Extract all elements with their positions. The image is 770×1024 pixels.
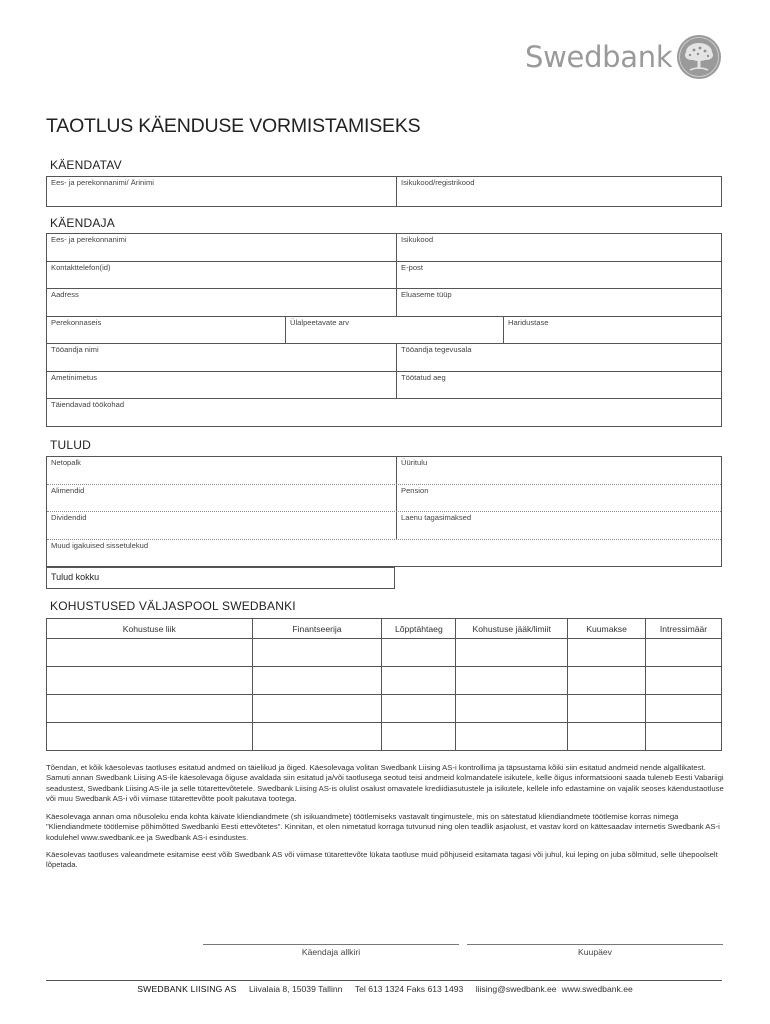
column-header: Kohustuse jääk/limiit [456, 619, 568, 639]
table-cell[interactable] [646, 639, 722, 667]
kaendaja-grid [46, 233, 722, 427]
form-row [47, 485, 721, 513]
field-label: Alimendid [51, 485, 85, 495]
loan-repayments-field[interactable] [396, 512, 721, 539]
table-cell[interactable] [456, 695, 568, 723]
housing-type-field[interactable] [396, 289, 721, 316]
field-label: Isikukood [401, 235, 434, 244]
marital-status-field[interactable] [47, 317, 285, 344]
field-label: Tööandja nimi [51, 345, 99, 354]
employer-field-of-activity[interactable] [396, 344, 721, 371]
email-field[interactable] [396, 262, 721, 289]
date-label: Kuupäev [578, 947, 612, 957]
section-heading-kaendaja: KÄENDAJA [50, 216, 115, 230]
oak-tree-emblem-icon [676, 34, 722, 80]
table-cell[interactable] [252, 639, 382, 667]
consent-paragraph: Tõendan, et kõik käesolevas taotluses esitatud andmed on täielikud ja õiged. Käesolevaga volitan Swedbank Liising AS-i kontrollima ja täpsustama kõiki siin esitatud andmeid nende algallikatest. Samuti annan Swedbank Liising AS-ile käesolevaga õiguse avaldada siin esitatud ja/või taotlusega seotud teisi andmeid kolmandatele isikutele, kelle õigus informatsiooni saada tuleneb Eesti Vabariigi seadustest, Swedbank Liising AS-ile ja selle tütarettevõtetele. Swedbank Liising AS-is olulist osalust omavatele krediidiasutustele ja isikutele, kellele info edastamine on vajalik seoses käendustaotluse või muu Swedbank AS-i või viimase tütarettevõtte poolt pakutava tootega. [46, 763, 724, 804]
footer-divider [46, 980, 722, 981]
extra-jobs-field[interactable] [47, 399, 721, 426]
net-salary-field[interactable] [47, 457, 396, 484]
table-cell[interactable] [456, 667, 568, 695]
education-field[interactable] [503, 317, 721, 344]
table-cell[interactable] [252, 723, 382, 751]
field-label: Tööandja tegevusala [401, 345, 472, 354]
field-label: Kontakttelefon(id) [51, 262, 111, 272]
dividends-field[interactable] [47, 512, 396, 539]
field-label: Dividendid [51, 513, 87, 522]
brand-name: Swedbank [525, 40, 673, 74]
column-header: Intressimäär [646, 619, 722, 639]
field-label: Töötatud aeg [401, 372, 446, 382]
address-field[interactable] [47, 289, 396, 316]
table-cell[interactable] [456, 723, 568, 751]
field-label: Ees- ja perekonnanimi [51, 235, 127, 244]
table-cell[interactable] [382, 639, 456, 667]
form-row [47, 457, 721, 485]
obligations-table [46, 618, 722, 751]
table-cell[interactable] [382, 695, 456, 723]
field-label: Laenu tagasimaksed [401, 513, 472, 522]
field-label: Haridustase [508, 317, 549, 327]
form-row [47, 177, 721, 207]
field-label: Üüritulu [401, 458, 428, 467]
rent-income-field[interactable] [396, 457, 721, 484]
table-row [47, 639, 722, 667]
form-row [47, 540, 721, 568]
field-label: Ülalpeetavate arv [290, 317, 350, 327]
field-label: Eluaseme tüüp [401, 290, 452, 299]
column-header: Kohustuse liik [47, 619, 253, 639]
signature-label: Käendaja allkiri [301, 947, 361, 957]
table-cell[interactable] [252, 695, 382, 723]
form-row [47, 234, 721, 262]
field-label: Perekonnaseis [51, 317, 102, 327]
signature-line[interactable] [203, 944, 459, 945]
field-label: Pension [401, 485, 429, 495]
footer [0, 984, 770, 994]
form-row [47, 344, 721, 372]
page-title: TAOTLUS KÄENDUSE VORMISTAMISEKS [46, 115, 421, 137]
dependants-field[interactable] [285, 317, 503, 344]
table-cell[interactable] [568, 695, 646, 723]
section-heading-kohustused: KOHUSTUSED VÄLJASPOOL SWEDBANKI [50, 599, 296, 613]
section-heading-kaendatav: KÄENDATAV [50, 158, 122, 172]
table-cell[interactable] [646, 695, 722, 723]
table-cell[interactable] [646, 723, 722, 751]
form-row [47, 399, 721, 427]
field-label: Isikukood/registrikood [401, 178, 475, 187]
id-field[interactable] [396, 234, 721, 261]
table-row [47, 695, 722, 723]
swedbank-logo [525, 34, 722, 80]
employer-field[interactable] [47, 344, 396, 371]
footer-phone-fax: Tel 613 1324 Faks 613 1493 [354, 984, 464, 994]
kaendatav-grid [46, 176, 722, 207]
form-row [47, 512, 721, 540]
section-heading-tulud: TULUD [50, 438, 92, 452]
table-cell[interactable] [568, 723, 646, 751]
field-label: Muud igakuised sissetulekud [51, 540, 149, 550]
field-label: Aadress [51, 290, 79, 299]
pension-field[interactable] [396, 485, 721, 512]
field-label: Ees- ja perekonnanimi/ Ärinimi [51, 178, 154, 187]
form-row [47, 289, 721, 317]
form-row [47, 262, 721, 290]
work-time-field[interactable] [396, 372, 721, 399]
column-header: Kuumakse [568, 619, 646, 639]
footer-company: SWEDBANK LIISING AS [137, 984, 237, 994]
table-cell[interactable] [382, 667, 456, 695]
table-row [47, 667, 722, 695]
name-field[interactable] [47, 177, 396, 206]
table-cell[interactable] [47, 639, 253, 667]
column-header: Lõpptähtaeg [382, 619, 456, 639]
table-cell[interactable] [47, 667, 253, 695]
table-cell[interactable] [568, 639, 646, 667]
data-processing-paragraph: Käesolevaga annan oma nõusoleku enda kohta käivate kliendiandmete (sh isikuandmete) töötlemiseks vastavalt tingimustele, mis on sätestatud kliendiandmete töötlemise korras nimega "Kliendiandmete töötlemise põhimõtted Swedbanki Eesti ettevõtetes". Kinnitan, et olen nimetatud korraga tutvunud ning olen teadlik asjaolust, et vastav kord on kättesaadav internetis Swedbank AS-i kodulehel www.swedbank.ee ja Swedbank AS-i esindustes. [46, 812, 720, 842]
table-cell[interactable] [646, 667, 722, 695]
footer-web[interactable]: www.swedbank.ee [561, 984, 633, 994]
field-label: Tulud kokku [51, 572, 100, 582]
name-field[interactable] [47, 234, 396, 261]
position-field[interactable] [47, 372, 396, 399]
table-row [47, 723, 722, 751]
field-label: Netopalk [51, 458, 81, 467]
table-cell[interactable] [252, 667, 382, 695]
field-label: E-post [401, 262, 423, 272]
table-cell[interactable] [382, 723, 456, 751]
table-cell[interactable] [568, 667, 646, 695]
form-row [47, 317, 721, 345]
phone-field[interactable] [47, 262, 396, 289]
footer-address: Liivalaia 8, 15039 Tallinn [248, 984, 343, 994]
table-header-row [47, 619, 722, 639]
tulud-grid [46, 456, 722, 567]
field-label: Täiendavad töökohad [51, 400, 125, 409]
form-row [47, 372, 721, 400]
alimony-field[interactable] [47, 485, 396, 512]
income-total-field[interactable] [46, 567, 395, 589]
table-cell[interactable] [47, 723, 253, 751]
id-field[interactable] [396, 177, 721, 206]
date-line[interactable] [467, 944, 723, 945]
other-income-field[interactable] [47, 540, 721, 567]
table-cell[interactable] [47, 695, 253, 723]
field-label: Ametinimetus [51, 372, 98, 382]
false-data-paragraph: Käesolevas taotluses valeandmete esitamise eest võib Swedbank AS või viimase tütarettevõte lükata taotluse muid põhjuseid esitamata tagasi või juhul, kui leping on juba sõlmitud, selle ühepoolselt lõpetada. [46, 850, 718, 870]
table-cell[interactable] [456, 639, 568, 667]
column-header: Finantseerija [252, 619, 382, 639]
footer-email[interactable]: liising@swedbank.ee [475, 984, 557, 994]
